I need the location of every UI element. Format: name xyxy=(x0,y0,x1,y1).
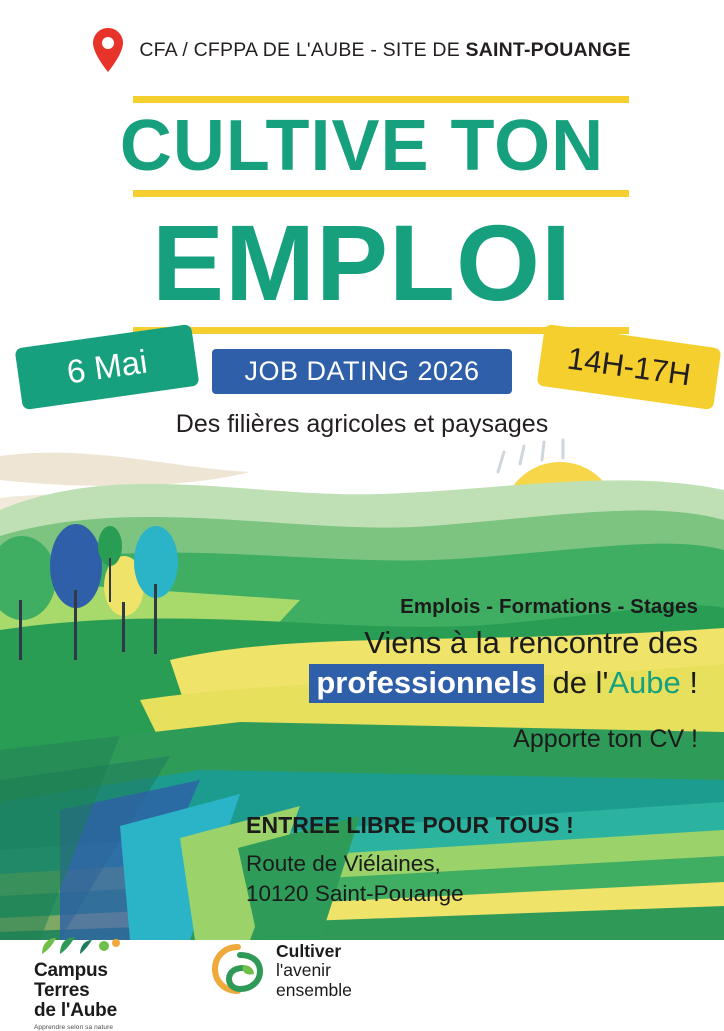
body-headline-after: de l' xyxy=(543,665,609,700)
logo2-line3: ensemble xyxy=(276,979,352,1000)
body-cv-note: Apporte ton CV ! xyxy=(513,725,698,753)
logo2-text xyxy=(276,942,352,1001)
logo2-line2: l'avenir xyxy=(276,960,331,981)
title-rule-top xyxy=(133,96,629,103)
logo-campus-terres-de-laube xyxy=(34,934,154,1031)
poster-header xyxy=(0,22,724,78)
body-headline-aube: Aube xyxy=(608,665,681,700)
header-title-prefix: CFA / CFPPA DE L'AUBE - SITE DE xyxy=(139,38,466,61)
address-line-2: 10120 Saint-Pouange xyxy=(246,881,464,906)
body-text-block xyxy=(246,595,698,754)
poster-subtitle: Des filières agricoles et paysages xyxy=(175,410,549,438)
body-headline-end: ! xyxy=(680,665,698,700)
logo1-line2: Terres xyxy=(34,980,90,1001)
body-headline-line2 xyxy=(246,663,698,703)
logo1-line1: Campus xyxy=(34,960,108,981)
footer-logos xyxy=(0,928,724,1031)
title-rule-middle xyxy=(133,190,629,197)
free-entry-text: ENTREE LIBRE POUR TOUS ! xyxy=(246,812,574,838)
leaf-circle-icon xyxy=(210,941,266,1002)
badge-hours: 14H-17H xyxy=(537,324,722,410)
body-headline-highlight: professionnels xyxy=(309,664,544,703)
logo2-line1: Cultiver xyxy=(276,940,342,961)
title-line-1: CULTIVE TON xyxy=(119,106,605,186)
title-line-2: EMPLOI xyxy=(151,202,573,323)
badge-date: 6 Mai xyxy=(15,324,200,410)
logo1-tagline: Apprendre selon sa nature xyxy=(34,1024,114,1031)
header-title xyxy=(139,39,630,62)
body-headline-line1: Viens à la rencontre des xyxy=(364,625,698,660)
badge-event: JOB DATING 2026 xyxy=(212,349,512,394)
address-block xyxy=(246,849,698,909)
location-pin-icon xyxy=(93,28,123,72)
sprout-icon xyxy=(34,943,152,960)
logo1-line3: de l'Aube xyxy=(34,1000,117,1021)
header-title-site: SAINT-POUANGE xyxy=(465,38,631,61)
info-block xyxy=(246,812,698,909)
body-kicker: Emplois - Formations - Stages xyxy=(400,595,698,618)
address-line-1: Route de Viélaines, xyxy=(246,851,441,876)
logo-cultiver-lavenir-ensemble xyxy=(210,941,352,1002)
